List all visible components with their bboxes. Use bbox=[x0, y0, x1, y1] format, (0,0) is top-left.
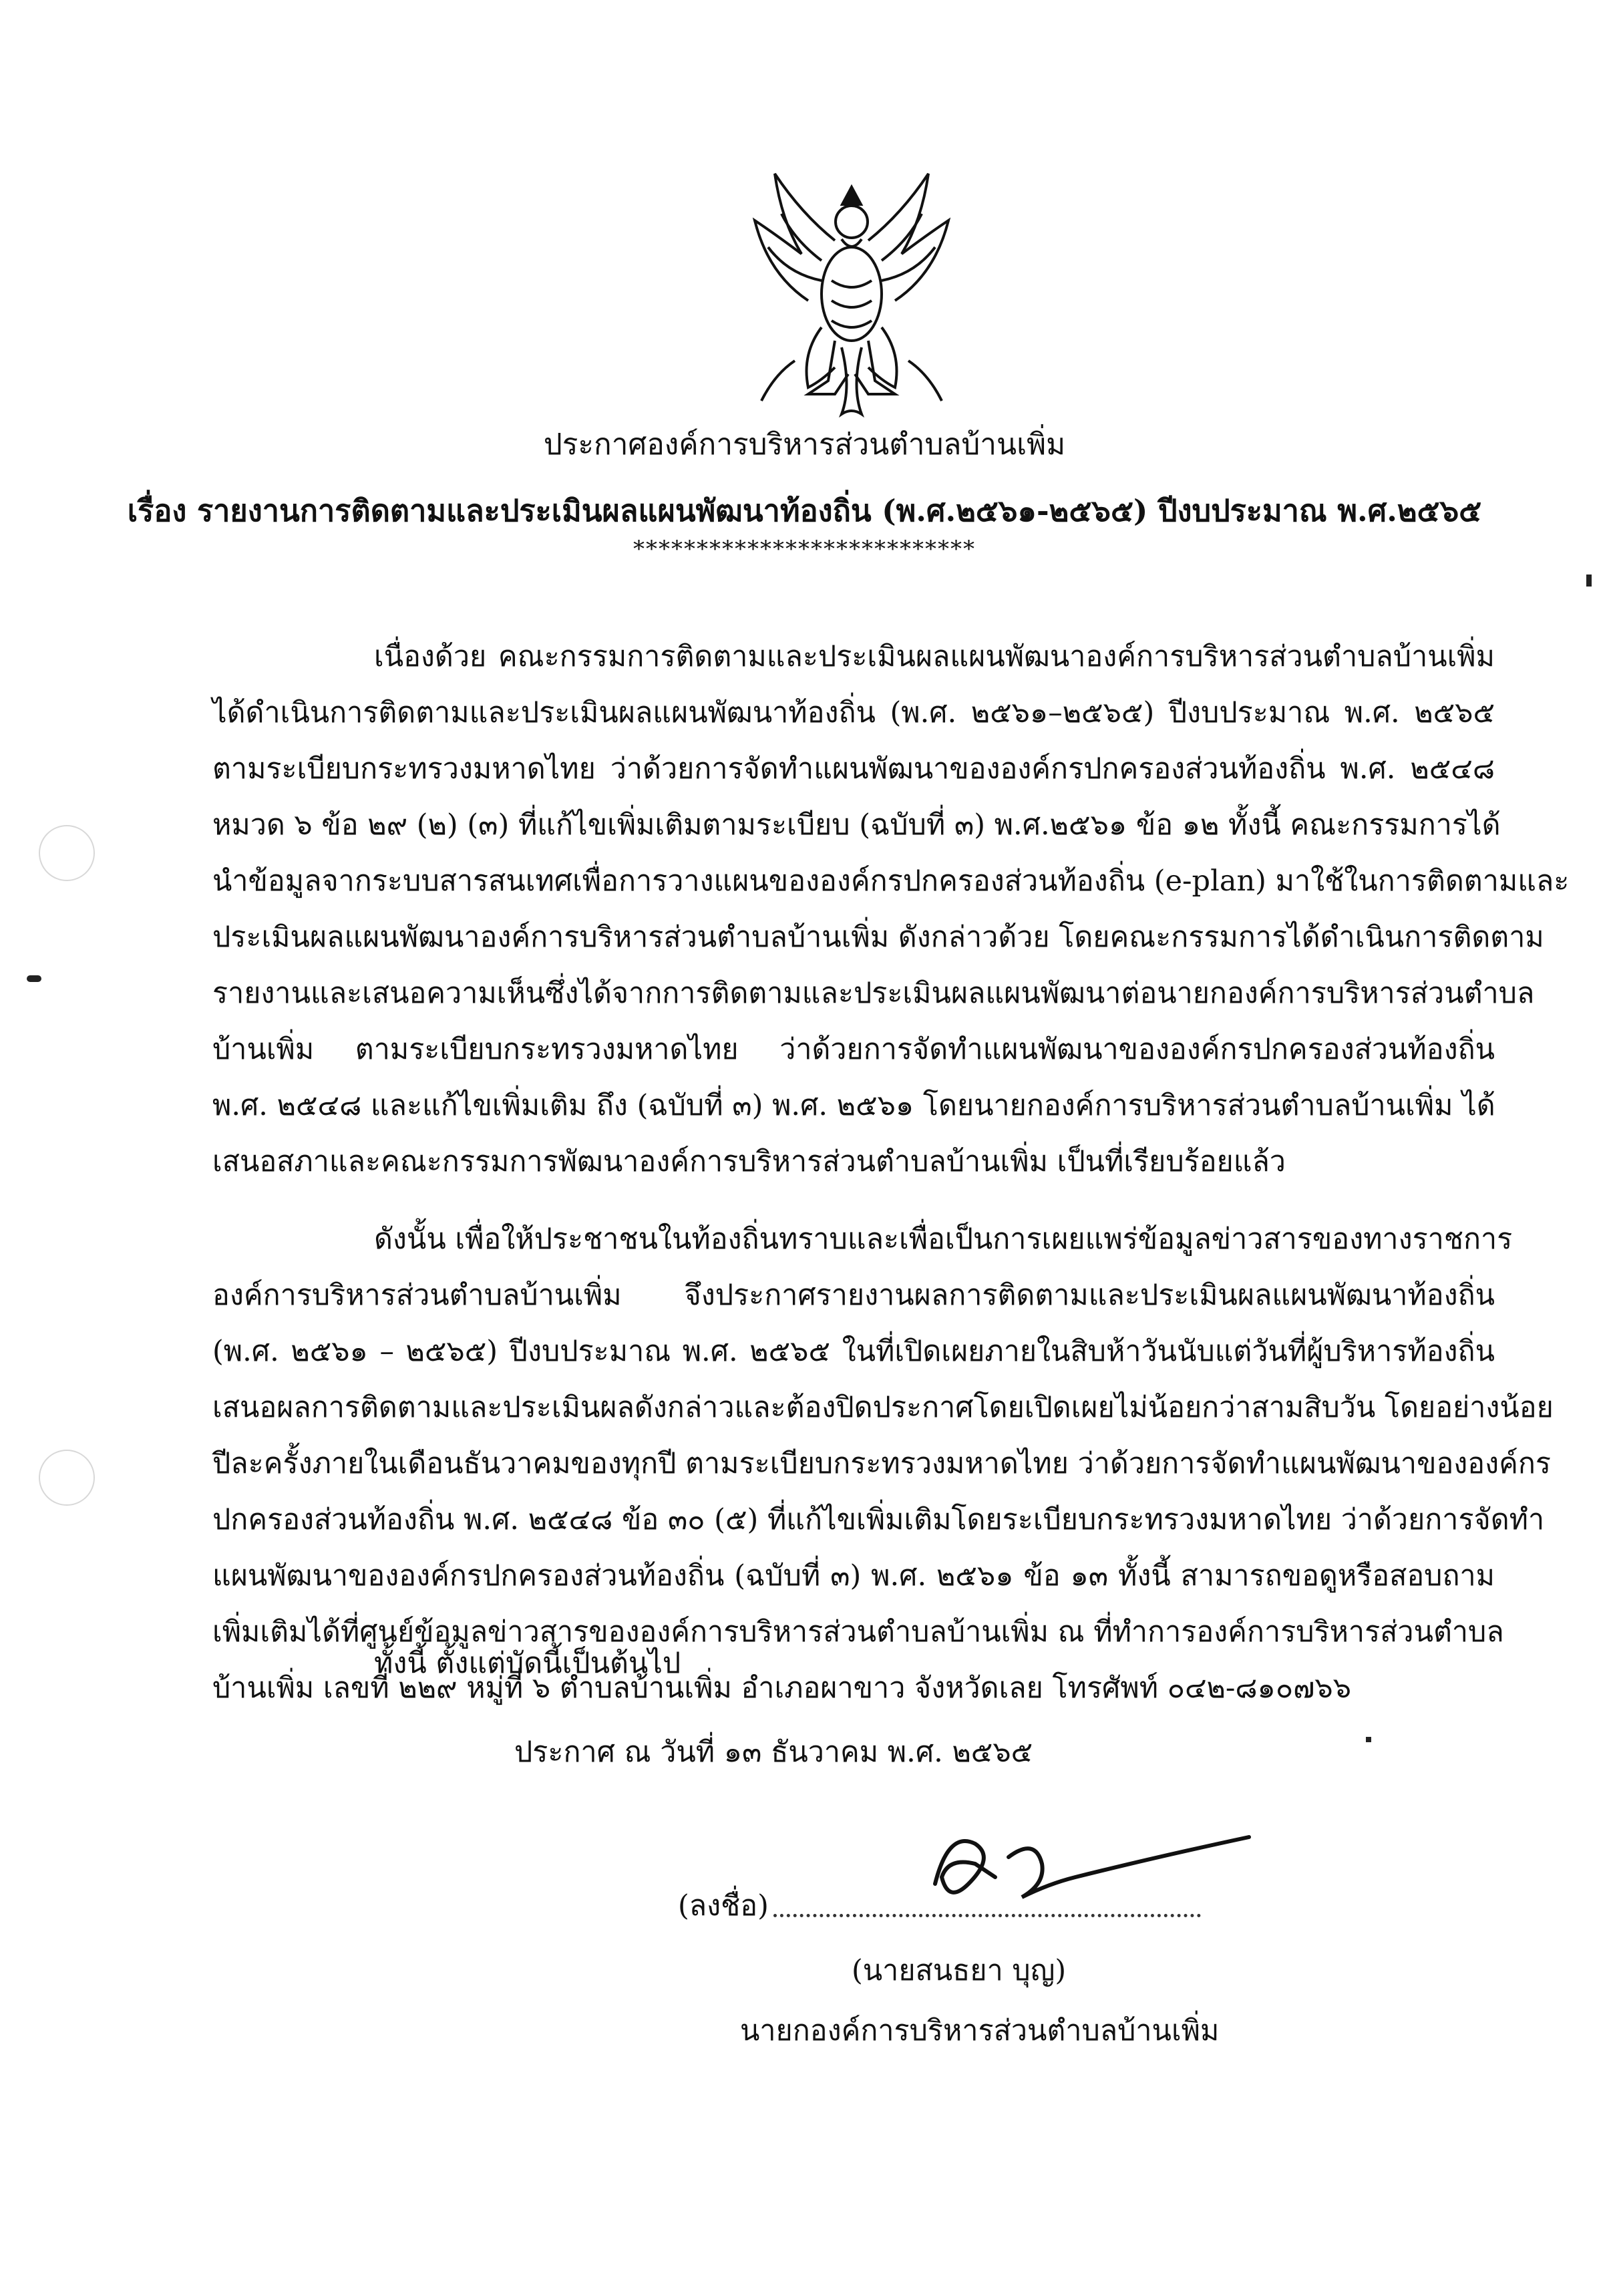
subject-heading: เรื่อง รายงานการติดตามและประเมินผลแผนพัฒนาท้องถิ่น (พ.ศ.๒๕๖๑-๒๕๖๕) ปีงบประมาณ พ.ศ.๒๕๖๕ bbox=[127, 493, 1482, 528]
paragraph-2-line: (พ.ศ. ๒๕๖๑ – ๒๕๖๕) ปีงบประมาณ พ.ศ. ๒๕๖๕ ในที่เปิดเผยภายในสิบห้าวันนับแต่วันที่ผู้บริหารท้องถิ่น bbox=[212, 1335, 1495, 1368]
signatory-position: นายกองค์การบริหารส่วนตำบลบ้านเพิ่ม bbox=[740, 2014, 1220, 2047]
paragraph-1-line: รายงานและเสนอความเห็นซึ่งได้จากการติดตามและประเมินผลแผนพัฒนาต่อนายกองค์การบริหารส่วนตำบล bbox=[212, 977, 1535, 1010]
paragraph-1-line: ประเมินผลแผนพัฒนาองค์การบริหารส่วนตำบลบ้านเพิ่ม ดังกล่าวด้วย โดยคณะกรรมการได้ดำเนินการติดตาม bbox=[212, 921, 1544, 954]
paragraph-2-line: เพิ่มเติมได้ที่ศูนย์ข้อมูลข่าวสารขององค์การบริหารส่วนตำบลบ้านเพิ่ม ณ ที่ทำการองค์การบริหารส่วนตำบล bbox=[212, 1615, 1504, 1649]
punch-hole-mark bbox=[39, 1450, 95, 1506]
paragraph-1-line: หมวด ๖ ข้อ ๒๙ (๒) (๓) ที่แก้ไขเพิ่มเติมตามระเบียบ (ฉบับที่ ๓) พ.ศ.๒๕๖๑ ข้อ ๑๒ ทั้งนี้ คณะกรรมการได้ bbox=[212, 808, 1501, 842]
punch-hole-mark bbox=[39, 825, 95, 881]
closing-text: ทั้งนี้ ตั้งแต่บัดนี้เป็นต้นไป bbox=[374, 1647, 681, 1680]
signature-label: (ลงชื่อ) bbox=[678, 1889, 769, 1923]
signatory-name: (นายสนธยา บุญ) bbox=[852, 1954, 1067, 1987]
paragraph-1-line: ตามระเบียบกระทรวงมหาดไทย ว่าด้วยการจัดทำแผนพัฒนาขององค์กรปกครองส่วนท้องถิ่น พ.ศ. ๒๕๔๘ bbox=[212, 752, 1495, 786]
paragraph-1-line: เนื่องด้วย คณะกรรมการติดตามและประเมินผลแผนพัฒนาองค์การบริหารส่วนตำบลบ้านเพิ่ม bbox=[374, 640, 1495, 673]
paragraph-2-line: บ้านเพิ่ม เลขที่ ๒๒๙ หมู่ที่ ๖ ตำบลบ้านเพิ่ม อำเภอผาขาว จังหวัดเลย โทรศัพท์ ๐๔๒-๘๑๐๗๖๖ bbox=[212, 1671, 1352, 1705]
paragraph-2-line: ดังนั้น เพื่อให้ประชาชนในท้องถิ่นทราบและเพื่อเป็นการเผยแพร่ข้อมูลข่าวสารของทางราชการ bbox=[374, 1222, 1513, 1256]
scan-speck bbox=[1366, 1737, 1371, 1742]
paragraph-1-line: เสนอสภาและคณะกรรมการพัฒนาองค์การบริหารส่วนตำบลบ้านเพิ่ม เป็นที่เรียบร้อยแล้ว bbox=[212, 1145, 1286, 1178]
scan-speck bbox=[27, 975, 41, 982]
paragraph-2-line: ปกครองส่วนท้องถิ่น พ.ศ. ๒๕๔๘ ข้อ ๓๐ (๕) ที่แก้ไขเพิ่มเติมโดยระเบียบกระทรวงมหาดไทย ว่าด้วยการจัดทำ bbox=[212, 1503, 1545, 1536]
paragraph-2-line: ปีละครั้งภายในเดือนธันวาคมของทุกปี ตามระเบียบกระทรวงมหาดไทย ว่าด้วยการจัดทำแผนพัฒนาขององค์กร bbox=[212, 1447, 1552, 1480]
paragraph-1-line: ได้ดำเนินการติดตามและประเมินผลแผนพัฒนาท้องถิ่น (พ.ศ. ๒๕๖๑–๒๕๖๕) ปีงบประมาณ พ.ศ. ๒๕๖๕ bbox=[212, 696, 1495, 729]
paragraph-2-line: แผนพัฒนาขององค์กรปกครองส่วนท้องถิ่น (ฉบับที่ ๓) พ.ศ. ๒๕๖๑ ข้อ ๑๓ ทั้งนี้ สามารถขอดูหรือสอบถาม bbox=[212, 1559, 1495, 1593]
paragraph-1-line: บ้านเพิ่ม ตามระเบียบกระทรวงมหาดไทย ว่าด้วยการจัดทำแผนพัฒนาขององค์กรปกครองส่วนท้องถิ่น bbox=[212, 1033, 1495, 1066]
announcement-date: ประกาศ ณ วันที่ ๑๓ ธันวาคม พ.ศ. ๒๕๖๕ bbox=[514, 1736, 1033, 1769]
heading-separator: *************************** bbox=[633, 536, 976, 562]
issuer-heading: ประกาศองค์การบริหารส่วนตำบลบ้านเพิ่ม bbox=[543, 428, 1066, 462]
paragraph-2-line: เสนอผลการติดตามและประเมินผลดังกล่าวและต้องปิดประกาศโดยเปิดเผยไม่น้อยกว่าสามสิบวัน โดยอย่างน้อย bbox=[212, 1391, 1554, 1424]
paragraph-1-line: พ.ศ. ๒๕๔๘ และแก้ไขเพิ่มเติม ถึง (ฉบับที่ ๓) พ.ศ. ๒๕๖๑ โดยนายกองค์การบริหารส่วนตำบลบ้านเพิ่ม ได้ bbox=[212, 1089, 1495, 1122]
paragraph-2-line: องค์การบริหารส่วนตำบลบ้านเพิ่ม จึงประกาศรายงานผลการติดตามและประเมินผลแผนพัฒนาท้องถิ่น bbox=[212, 1279, 1495, 1312]
paragraph-1-line: นำข้อมูลจากระบบสารสนเทศเพื่อการวางแผนขององค์กรปกครองส่วนท้องถิ่น (e-plan) มาใช้ในการติดตามและ bbox=[212, 864, 1570, 898]
scan-speck bbox=[1586, 575, 1592, 587]
garuda-emblem-icon bbox=[741, 160, 962, 428]
handwritten-signature bbox=[908, 1810, 1256, 1924]
